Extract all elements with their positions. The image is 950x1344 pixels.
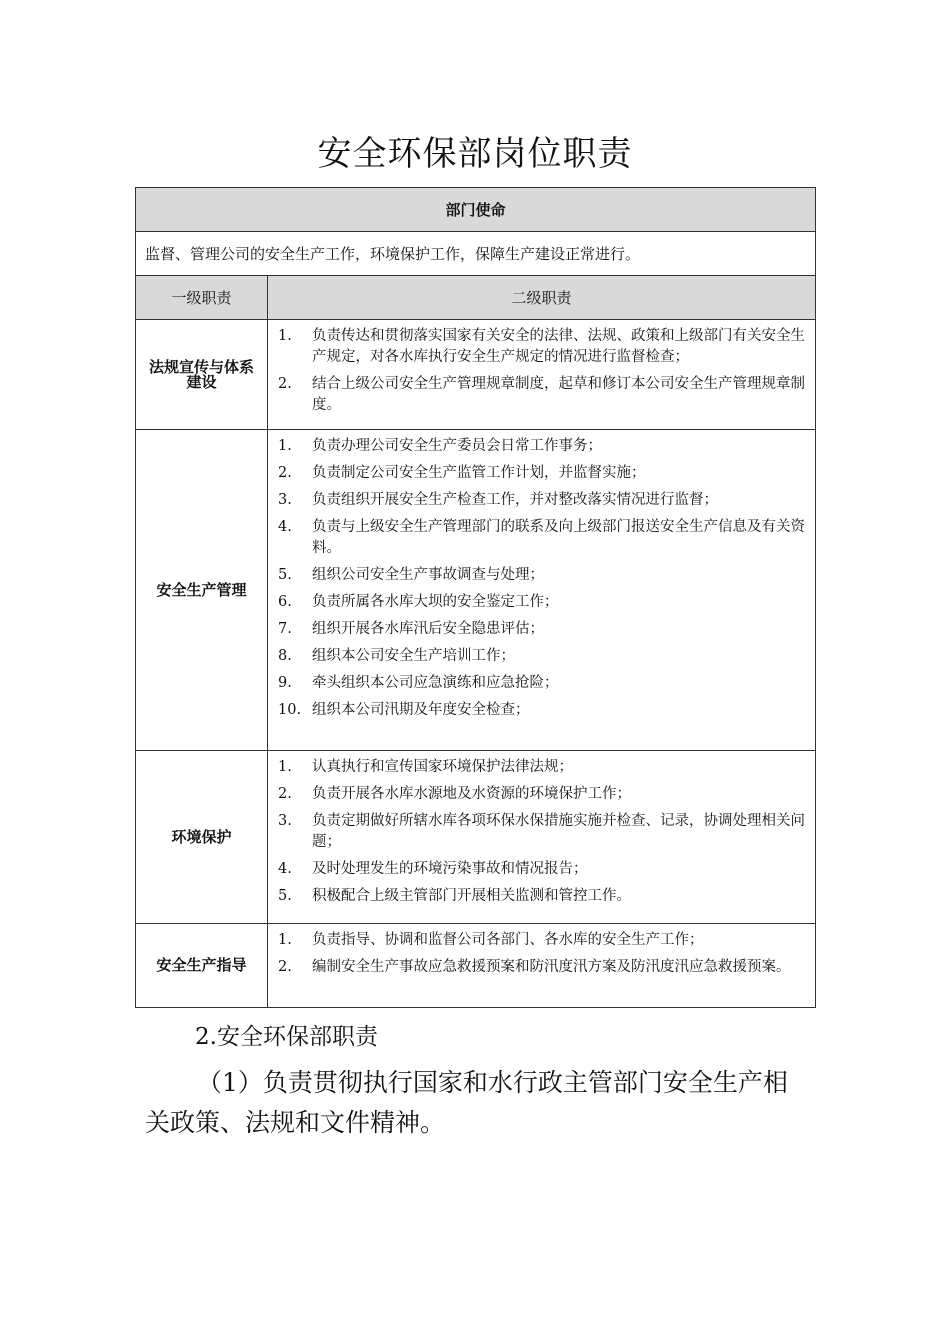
item-number: 1. — [278, 932, 292, 948]
item-number: 3. — [278, 492, 292, 508]
item-number: 5. — [278, 567, 292, 583]
item-text: 负责指导、协调和监督公司各部门、各水库的安全生产工作； — [312, 932, 704, 948]
section-row-regulation — [136, 320, 816, 430]
column-header-row — [136, 276, 816, 320]
item-number: 7. — [278, 621, 292, 637]
duty-list — [278, 326, 813, 416]
list-item — [278, 326, 813, 368]
item-text: 认真执行和宣传国家环境保护法律法规； — [312, 759, 573, 775]
list-item — [278, 517, 813, 559]
list-item — [278, 646, 813, 667]
level1-duty: 安全生产指导 — [136, 924, 268, 1008]
list-item — [278, 784, 813, 805]
item-number: 2. — [278, 465, 292, 481]
list-item — [278, 374, 813, 416]
list-item — [278, 592, 813, 613]
item-number: 4. — [278, 519, 292, 535]
item-number: 1. — [278, 328, 292, 344]
item-text: 组织开展各水库汛后安全隐患评估； — [312, 621, 544, 637]
item-text: 负责开展各水库水源地及水资源的环境保护工作； — [312, 786, 631, 802]
item-text: 负责传达和贯彻落实国家有关安全的法律、法规、政策和上级部门有关安全生产规定，对各水库执行安全生产规定的情况进行监督检查； — [312, 328, 805, 365]
item-number: 5. — [278, 888, 292, 904]
duty-list — [278, 757, 813, 907]
item-number: 6. — [278, 594, 292, 610]
item-number: 10. — [278, 702, 302, 718]
item-text: 组织本公司汛期及年度安全检查； — [312, 702, 530, 718]
item-text: 及时处理发生的环境污染事故和情况报告； — [312, 861, 588, 877]
list-item — [278, 957, 813, 978]
duty-table — [135, 187, 816, 1008]
item-text: 组织公司安全生产事故调查与处理； — [312, 567, 544, 583]
item-number: 2. — [278, 959, 292, 975]
list-item — [278, 490, 813, 511]
duty-list — [278, 930, 813, 978]
level1-duty: 安全生产管理 — [136, 430, 268, 751]
item-text: 负责制定公司安全生产监管工作计划，并监督实施； — [312, 465, 646, 481]
item-text: 负责所属各水库大坝的安全鉴定工作； — [312, 594, 559, 610]
duty-list — [278, 436, 813, 721]
list-item — [278, 859, 813, 880]
level2-duties — [268, 751, 816, 924]
item-text: 负责定期做好所辖水库各项环保水保措施实施并检查、记录，协调处理相关问题； — [312, 813, 805, 850]
list-item — [278, 886, 813, 907]
item-number: 4. — [278, 861, 292, 877]
item-text: 负责办理公司安全生产委员会日常工作事务； — [312, 438, 602, 454]
item-text: 组织本公司安全生产培训工作； — [312, 648, 515, 664]
mission-text: 监督、管理公司的安全生产工作，环境保护工作，保障生产建设正常进行。 — [136, 232, 816, 276]
list-item — [278, 436, 813, 457]
item-text: 编制安全生产事故应急救援预案和防汛度汛方案及防汛度汛应急救援预案。 — [312, 959, 791, 975]
item-number: 2. — [278, 786, 292, 802]
level2-duties — [268, 924, 816, 1008]
mission-header: 部门使命 — [136, 188, 816, 232]
list-item — [278, 565, 813, 586]
item-number: 8. — [278, 648, 292, 664]
item-number: 3. — [278, 813, 292, 829]
document-title: 安全环保部岗位职责 — [317, 134, 633, 174]
item-number: 1. — [278, 759, 292, 775]
item-number: 9. — [278, 675, 292, 691]
level1-duty: 环境保护 — [136, 751, 268, 924]
item-text: 负责与上级安全生产管理部门的联系及向上级部门报送安全生产信息及有关资料。 — [312, 519, 805, 556]
level2-duties — [268, 320, 816, 430]
section-row-safety-guidance — [136, 924, 816, 1008]
item-text: 结合上级公司安全生产管理规章制度，起草和修订本公司安全生产管理规章制度。 — [312, 376, 805, 413]
item-number: 1. — [278, 438, 292, 454]
item-text: 牵头组织本公司应急演练和应急抢险； — [312, 675, 559, 691]
column-header-level2: 二级职责 — [268, 276, 816, 320]
section-row-environment — [136, 751, 816, 924]
mission-header-row — [136, 188, 816, 232]
list-item — [278, 757, 813, 778]
level2-duties — [268, 430, 816, 751]
list-item — [278, 673, 813, 694]
body-paragraph: （1）负责贯彻执行国家和水行政主管部门安全生产相关政策、法规和文件精神。 — [145, 1068, 788, 1137]
item-text: 积极配合上级主管部门开展相关监测和管控工作。 — [312, 888, 631, 904]
list-item — [278, 700, 813, 721]
list-item — [278, 930, 813, 951]
item-number: 2. — [278, 376, 292, 392]
list-item — [278, 463, 813, 484]
item-text: 负责组织开展安全生产检查工作，并对整改落实情况进行监督； — [312, 492, 718, 508]
section-row-safety-management — [136, 430, 816, 751]
list-item — [278, 619, 813, 640]
level1-duty: 法规宣传与体系建设 — [136, 320, 268, 430]
column-header-level1: 一级职责 — [136, 276, 268, 320]
list-item — [278, 811, 813, 853]
mission-row — [136, 232, 816, 276]
section-heading: 2.安全环保部职责 — [195, 1024, 378, 1050]
